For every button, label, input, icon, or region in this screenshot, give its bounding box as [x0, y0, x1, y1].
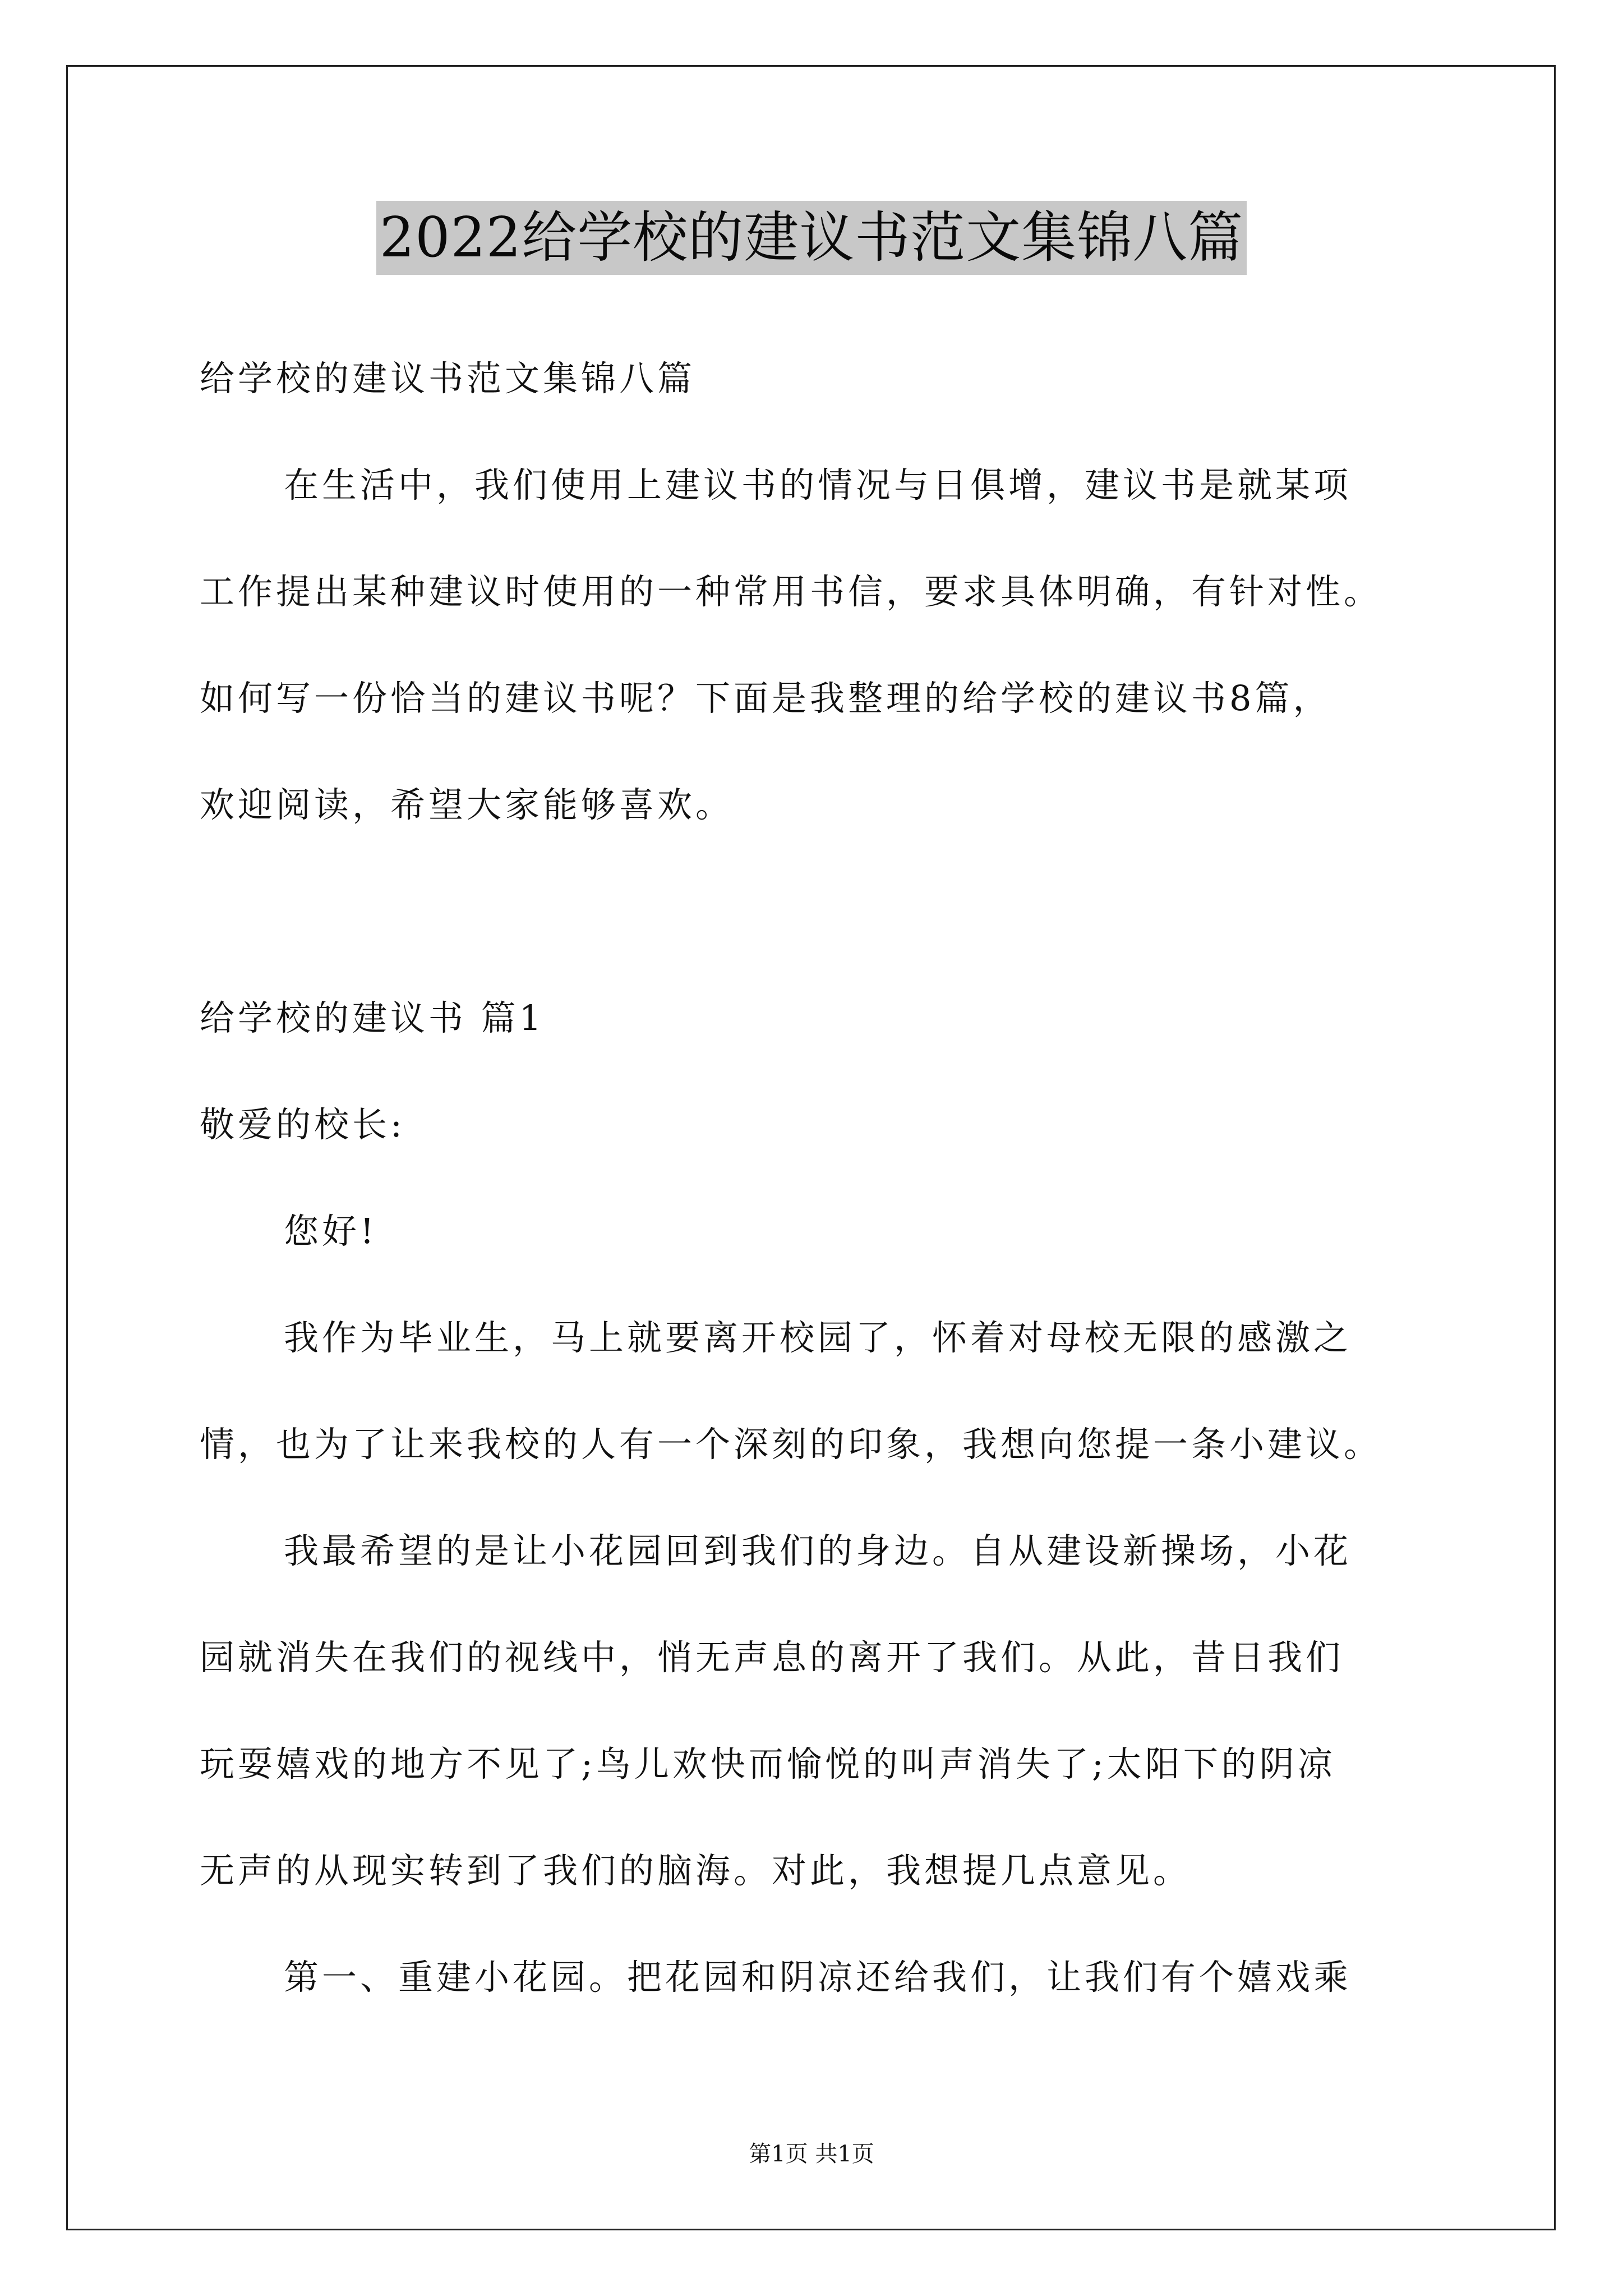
intro-line-4: 欢迎阅读，希望大家能够喜欢。	[200, 784, 734, 825]
paragraph2-line-1: 我最希望的是让小花园回到我们的身边。自从建设新操场，小花	[284, 1530, 1352, 1571]
blank-gap	[200, 858, 1433, 965]
document-title: 2022给学校的建议书范文集锦八篇	[376, 201, 1247, 275]
paragraph2-line-4: 无声的从现实转到了我们的脑海。对此，我想提几点意见。	[200, 1850, 1192, 1891]
section-heading: 给学校的建议书 篇1	[200, 997, 545, 1038]
intro-line-2: 工作提出某种建议时使用的一种常用书信，要求具体明确，有针对性。	[200, 571, 1382, 612]
intro-line-1: 在生活中，我们使用上建议书的情况与日俱增，建议书是就某项	[284, 464, 1352, 505]
intro-line-3: 如何写一份恰当的建议书呢？下面是我整理的给学校的建议书8篇，	[200, 678, 1331, 719]
paragraph1-line-1: 我作为毕业生，马上就要离开校园了，怀着对母校无限的感激之	[284, 1317, 1352, 1358]
salutation: 敬爱的校长:	[200, 1104, 405, 1145]
paragraph2-line-3: 玩耍嬉戏的地方不见了;鸟儿欢快而愉悦的叫声消失了;太阳下的阴凉	[200, 1743, 1336, 1784]
page-number-footer: 第1页 共1页	[749, 2141, 874, 2167]
title-wrap	[0, 201, 1623, 275]
paragraph3-line-1: 第一、重建小花园。把花园和阴凉还给我们，让我们有个嬉戏乘	[284, 1957, 1352, 1998]
document-subtitle: 给学校的建议书范文集锦八篇	[200, 358, 696, 399]
greeting: 您好!	[284, 1211, 377, 1251]
paragraph1-line-2: 情，也为了让来我校的人有一个深刻的印象，我想向您提一条小建议。	[200, 1424, 1382, 1465]
paragraph2-line-2: 园就消失在我们的视线中，悄无声息的离开了我们。从此，昔日我们	[200, 1637, 1344, 1678]
document-body	[200, 325, 1433, 2031]
